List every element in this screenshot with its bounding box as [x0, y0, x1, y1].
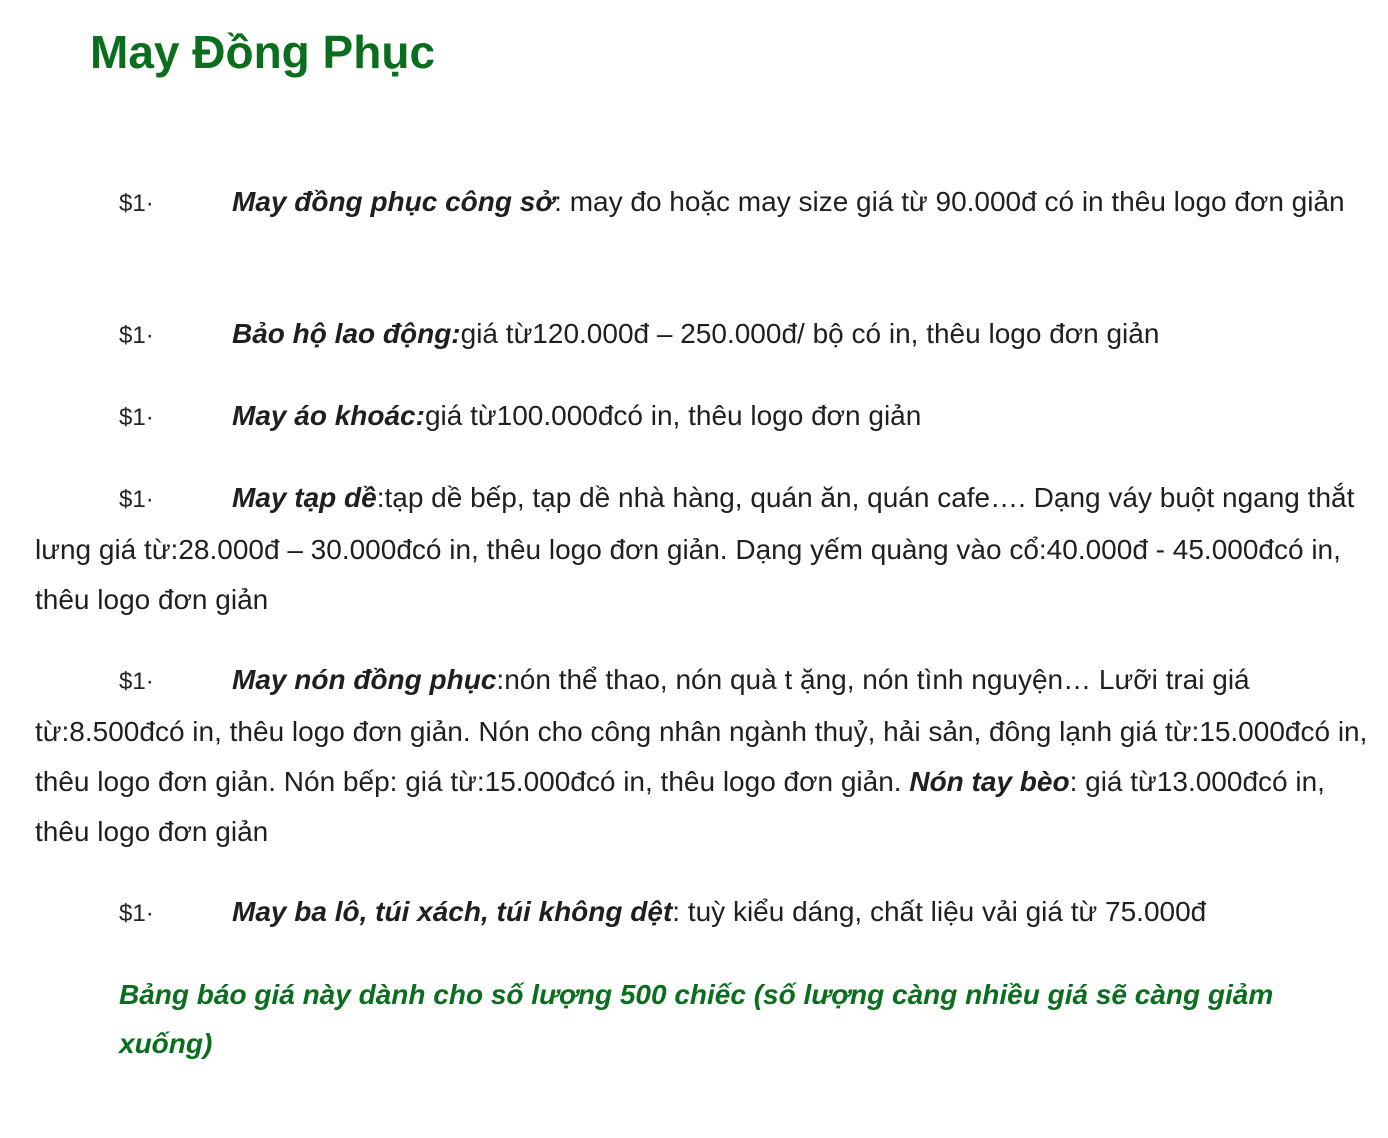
item-lead: May tạp dề — [232, 482, 377, 513]
item-lead-secondary: Nón tay bèo — [909, 766, 1070, 797]
item-lead: Bảo hộ lao động: — [232, 318, 461, 349]
item-text: :tạp dề bếp, tạp dề nhà hàng, quán ăn, quán cafe…. Dạng váy buột ngang thắt lưng giá từ:28.000đ – 30.000đcó in, thêu logo đơn giản. Dạng yếm quàng vào cổ:40.000đ - 45.000đcó in, thêu logo đơn giản — [35, 482, 1355, 615]
list-item-apron — [35, 473, 1370, 625]
item-text-secondary: : giá từ13.000đcó in, thêu logo đơn giản — [35, 766, 1325, 847]
item-lead: May ba lô, túi xách, túi không dệt — [232, 896, 673, 927]
list-item-jacket — [35, 391, 1370, 443]
item-lead: May đồng phục công sở — [232, 186, 555, 217]
pricing-note: Bảng báo giá này dành cho số lượng 500 chiếc (số lượng càng nhiều giá sẽ càng giảm xuống) — [119, 979, 1274, 1059]
item-text: : tuỳ kiểu dáng, chất liệu vải giá từ 75.000đ — [672, 896, 1207, 927]
item-lead: May áo khoác: — [232, 400, 425, 431]
list-item-bag — [35, 887, 1370, 939]
list-marker: $1· — [119, 486, 154, 513]
item-lead: May nón đồng phục — [232, 664, 497, 695]
list-marker: $1· — [119, 404, 154, 431]
item-text: giá từ120.000đ – 250.000đ/ bộ có in, thêu logo đơn giản — [460, 318, 1160, 349]
list-item-cap — [35, 655, 1370, 857]
list-marker: $1· — [119, 900, 154, 927]
page-title: May Đồng Phục — [90, 26, 436, 78]
list-marker: $1· — [119, 322, 154, 349]
item-text: : may đo hoặc may size giá từ 90.000đ có in thêu logo đơn giản — [554, 186, 1345, 217]
list-marker: $1· — [119, 190, 154, 217]
list-item-workwear — [35, 309, 1370, 361]
list-item-office-uniform — [35, 177, 1370, 229]
list-marker: $1· — [119, 668, 154, 695]
item-text: giá từ100.000đcó in, thêu logo đơn giản — [424, 400, 922, 431]
item-text: :nón thể thao, nón quà t ặng, nón tình nguyện… Lưỡi trai giá từ:8.500đcó in, thêu logo đơn giản. Nón cho công nhân ngành thuỷ, hải sản, đông lạnh giá từ:15.000đcó in, thêu logo đơn giản. Nón bếp: giá từ:15.000đcó in, thêu logo đơn giản. — [35, 664, 1368, 797]
